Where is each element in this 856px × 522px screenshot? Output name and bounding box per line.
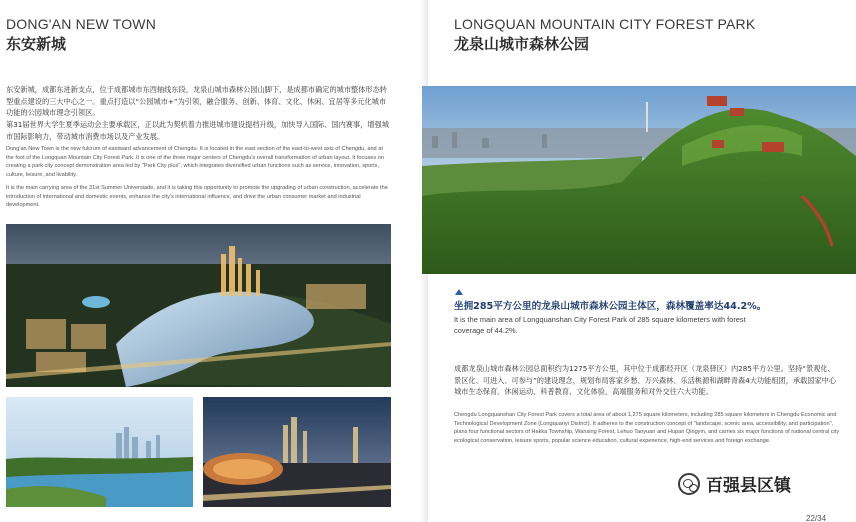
page-number: 22/34 bbox=[806, 514, 827, 522]
universiade-paragraph-cn: 第31届世界大学生夏季运动会主要承载区，正以此为契机着力推进城市建设提档升级，加快导入国际、国内赛事，增强城市国际影响力，带动城市消费市场以及产业发展。 bbox=[6, 120, 389, 141]
photo-caption-en: It is the main area of Longquanshan City Forest Park of 285 square kilometers with forest coverage of 44.2%. bbox=[454, 315, 746, 335]
page-title-en: DONG'AN NEW TOWN bbox=[6, 16, 157, 32]
watermark-text: 百强县区镇 bbox=[706, 476, 791, 496]
page-title-cn: 东安新城 bbox=[6, 35, 67, 53]
page-title-en: LONGQUAN MOUNTAIN CITY FOREST PARK bbox=[454, 16, 756, 32]
stadium-night-photo bbox=[203, 397, 391, 507]
aerial-city-photo bbox=[6, 224, 391, 387]
intro-paragraph-cn: 东安新城，成都东进新支点，位于成都城市东西轴线东段，龙泉山城市森林公园山脚下，是成都市确定的城市整体形态转型重点建设的三大中心之一。重点打造以“公园城市+”为引领，融合服务、创新、体育、文化、休闲、宜居等多元化城市功能的公园城市理念引领区。 bbox=[6, 85, 387, 118]
park-paragraph-en: Chengdu Longquanshan City Forest Park covers a total area of about 1,275 square kilometers, including 285 square kilometers in Chengdu Economic and Technological Development Zone (Longquanyi District). It adheres to the construction concept of "landscape, scenic area, accessibility, and participation", plans four functional sectors of Hakka Township, Wanxing Forest, Lehuo Taoyuan and Hupan Qingyin, and carries six major functions of national central city ecological conservation, leisure sports, popular science education, cultural experience, high-end services and foreign exchange. bbox=[454, 412, 840, 444]
universiade-paragraph-en: It is the main carrying area of the 31st Summer Universiade, and it is taking this opportunity to promote the upgrading of urban construction, accelerate the introduction of international and domestic events, enhance the city's international influence, and drive the urban consumer market and industrial development. bbox=[6, 185, 388, 209]
forest-park-photo bbox=[422, 86, 856, 274]
page-title-cn: 龙泉山城市森林公园 bbox=[454, 35, 590, 53]
lake-skyline-photo bbox=[6, 397, 193, 507]
park-paragraph-cn: 成都龙泉山城市森林公园总面积约为1275平方公里，其中位于成都经开区（龙泉驿区）内285平方公里。坚持“景观化、景区化、可进入、可参与”的建设理念，规划布局客家乡愁、万兴森林、乐活桃源和湖畔青森4大功能组团，承载国家中心城市生态保育、休闲运动、科普教育、文化体验、高端服务和对外交往六大功能。 bbox=[454, 364, 837, 397]
photo-caption-cn: 坐拥285平方公里的龙泉山城市森林公园主体区，森林覆盖率达44.2%。 bbox=[454, 301, 767, 312]
caption-marker-icon bbox=[455, 289, 463, 295]
intro-paragraph-en: Dong'an New Town is the new fulcrum of eastward advancement of Chengdu. It is located in the east section of the east-to-west axis of Chengdu, and at the foot of the Longquan Mountain City Forest Park. It is one of the three major centers of Chengdu's overall transformation of urban layout. It focuses on creating a park city concept demonstration area led by "Park City plus", which integrates diversified urban functions such as service, innovation, sports, culture, leisure, and livability. bbox=[6, 146, 384, 178]
account-watermark bbox=[678, 471, 791, 496]
wechat-icon bbox=[678, 473, 700, 495]
right-page bbox=[428, 0, 856, 522]
